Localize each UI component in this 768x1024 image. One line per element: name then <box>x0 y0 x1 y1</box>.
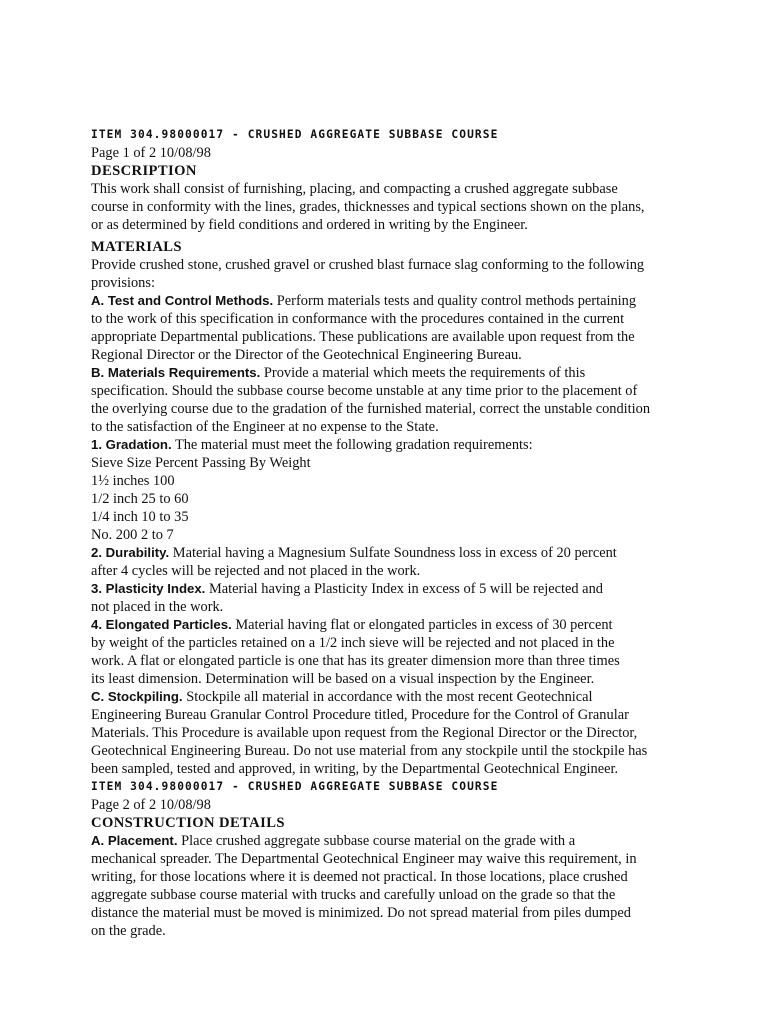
page-info: Page 2 of 2 10/08/98 <box>91 797 211 813</box>
section-label: A. Placement. <box>91 833 178 848</box>
text-line: mechanical spreader. The Departmental Geotechnical Engineer may waive this requirement, in <box>91 851 637 867</box>
text-line: Engineering Bureau Granular Control Procedure titled, Procedure for the Control of Granular <box>91 707 629 723</box>
section-label: A. Test and Control Methods. <box>91 293 274 308</box>
text-line: been sampled, tested and approved, in writing, by the Departmental Geotechnical Engineer. <box>91 761 619 777</box>
text-line: by weight of the particles retained on a 1/2 inch sieve will be rejected and not placed in the <box>91 635 615 651</box>
text-line: Material having a Plasticity Index in excess of 5 will be rejected and <box>205 581 603 597</box>
gradation-section <box>91 436 691 544</box>
construction-details-heading: CONSTRUCTION DETAILS <box>91 815 285 831</box>
document-body <box>91 126 691 940</box>
text-line: Material having a Magnesium Sulfate Soundness loss in excess of 20 percent <box>169 545 617 561</box>
text-line: Provide crushed stone, crushed gravel or crushed blast furnace slag conforming to the following <box>91 257 645 273</box>
description-paragraph <box>91 180 691 234</box>
materials-paragraph <box>91 256 691 292</box>
section-label: 2. Durability. <box>91 545 170 560</box>
gradation-row: 1/4 inch 10 to 35 <box>91 509 189 525</box>
text-line: after 4 cycles will be rejected and not placed in the work. <box>91 563 421 579</box>
text-line: Geotechnical Engineering Bureau. Do not use material from any stockpile until the stockpile has <box>91 743 648 759</box>
materials-heading: MATERIALS <box>91 239 182 255</box>
text-line: Place crushed aggregate subbase course material on the grade with a <box>177 833 576 849</box>
gradation-row: 1/2 inch 25 to 60 <box>91 491 189 507</box>
text-line: work. A flat or elongated particle is one that has its greater dimension more than three times <box>91 653 620 669</box>
text-line: specification. Should the subbase course become unstable at any time prior to the placement of <box>91 383 638 399</box>
text-line: or as determined by field conditions and ordered in writing by the Engineer. <box>91 217 528 233</box>
text-line: aggregate subbase course material with trucks and carefully unload on the grade so that the <box>91 887 616 903</box>
text-line: provisions: <box>91 275 155 291</box>
materials-requirements-section <box>91 364 691 436</box>
durability-section <box>91 544 691 580</box>
test-control-section <box>91 292 691 364</box>
section-label: 1. Gradation. <box>91 437 172 452</box>
section-label: B. Materials Requirements. <box>91 365 261 380</box>
text-line: Material having flat or elongated particles in excess of 30 percent <box>231 617 613 633</box>
text-line: the overlying course due to the gradation of the furnished material, correct the unstable condition <box>91 401 651 417</box>
page-info: Page 1 of 2 10/08/98 <box>91 145 211 161</box>
description-heading: DESCRIPTION <box>91 163 197 179</box>
text-line: writing, for those locations where it is deemed not practical. In those locations, place crushed <box>91 869 628 885</box>
section-label: 4. Elongated Particles. <box>91 617 232 632</box>
text-line: Regional Director or the Director of the Geotechnical Engineering Bureau. <box>91 347 522 363</box>
gradation-table-header: Sieve Size Percent Passing By Weight <box>91 455 311 471</box>
text-line: Materials. This Procedure is available upon request from the Regional Director or the Director, <box>91 725 638 741</box>
text-line: course in conformity with the lines, grades, thicknesses and typical sections shown on the plans, <box>91 199 645 215</box>
text-line: not placed in the work. <box>91 599 224 615</box>
text-line: distance the material must be moved is minimized. Do not spread material from piles dumped <box>91 905 631 921</box>
text-line: The material must meet the following gradation requirements: <box>171 437 533 453</box>
item-header: ITEM 304.98000017 - CRUSHED AGGREGATE SUBBASE COURSE <box>91 780 499 793</box>
placement-section <box>91 832 691 940</box>
item-header: ITEM 304.98000017 - CRUSHED AGGREGATE SUBBASE COURSE <box>91 128 499 141</box>
elongated-section <box>91 616 691 688</box>
text-line: This work shall consist of furnishing, placing, and compacting a crushed aggregate subbase <box>91 181 618 197</box>
text-line: appropriate Departmental publications. These publications are available upon request from the <box>91 329 635 345</box>
gradation-row: No. 200 2 to 7 <box>91 527 174 543</box>
section-label: 3. Plasticity Index. <box>91 581 206 596</box>
text-line: Stockpile all material in accordance with the most recent Geotechnical <box>182 689 593 705</box>
text-line: Provide a material which meets the requirements of this <box>260 365 586 381</box>
text-line: its least dimension. Determination will be based on a visual inspection by the Engineer. <box>91 671 595 687</box>
text-line: Perform materials tests and quality control methods pertaining <box>273 293 637 309</box>
gradation-row: 1½ inches 100 <box>91 473 175 489</box>
section-label: C. Stockpiling. <box>91 689 183 704</box>
plasticity-section <box>91 580 691 616</box>
text-line: to the satisfaction of the Engineer at no expense to the State. <box>91 419 439 435</box>
text-line: to the work of this specification in conformance with the procedures contained in the current <box>91 311 625 327</box>
stockpiling-section <box>91 688 691 778</box>
text-line: on the grade. <box>91 923 166 939</box>
